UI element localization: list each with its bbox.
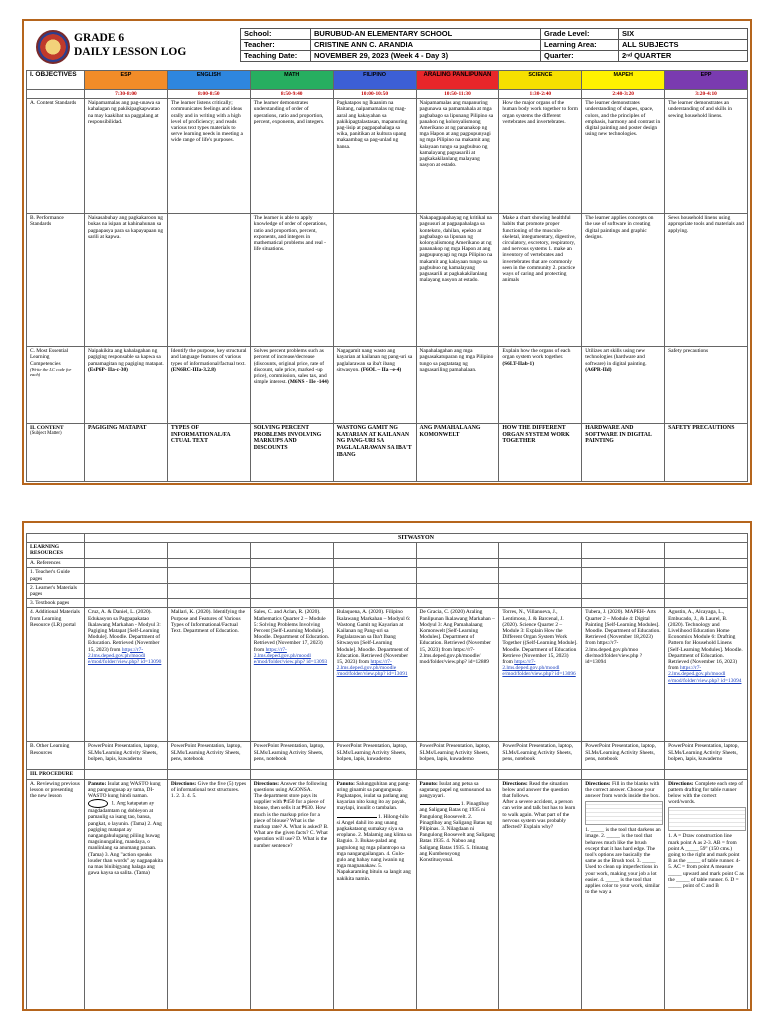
answer-blank xyxy=(337,812,377,818)
header-info-table xyxy=(240,28,748,62)
content-cell: WASTONG GAMIT NG KAYARIAN AT KAILANAN NG PANG-URI SA PAGLALARAWAN SA IBA'T IBANG xyxy=(333,424,416,482)
subject-epp: EPP xyxy=(665,71,748,90)
quarter-value: 2ⁿᵈ QUARTER xyxy=(619,51,748,62)
reference-cell xyxy=(582,608,665,742)
objectives-table xyxy=(26,70,748,482)
answer-blank xyxy=(420,799,460,805)
textbook-row xyxy=(27,599,748,608)
reviewing-items: The department store pays its supplier with ₱450 for a piece of blouse, then sells it at ₱630. How much is the markup price for a piece of blouse? What is the markup rate? A. What is asked? B. What are the given facts? C. What operation will use? D. What is the number sentence? xyxy=(253,793,329,849)
mlc-cell xyxy=(85,347,168,424)
references-row xyxy=(27,559,748,568)
reference-cell xyxy=(665,608,748,742)
mlc-code: (F6OL – IIa –e-4) xyxy=(360,366,402,373)
content-standards-label: A. Content Standards xyxy=(27,99,85,214)
reviewing-head: Directions: xyxy=(585,780,611,787)
content-standards-row xyxy=(27,99,748,214)
subject-science: SCIENCE xyxy=(499,71,582,90)
reviewing-head: Panuto: xyxy=(88,780,107,787)
reviewing-instructions: Give the five (5) types of informational text structures. xyxy=(170,780,247,793)
date-label: Teaching Date: xyxy=(241,51,311,62)
grade-level-value: SIX xyxy=(619,29,748,40)
learning-resources-label: LEARNING RESOURCES xyxy=(27,543,85,559)
time-english: 8:00-8:50 xyxy=(167,90,250,99)
mlc-cell xyxy=(582,347,665,424)
mlc-text: Napahalagahan ang mga pagsasakatuparan ng mga Pilipino tungo sa pagtatatag ng nagsasariling pamahalaan. xyxy=(419,348,494,373)
reviewing-head: Directions: xyxy=(253,780,280,787)
mlc-text: Safety precautions xyxy=(668,348,709,355)
references-label: A. References xyxy=(27,559,85,568)
mlc-cell xyxy=(665,347,748,424)
subject-english: ENGLISH xyxy=(167,71,250,90)
reviewing-instructions: Answer the following questions using AGONSA. xyxy=(253,780,328,793)
reference-cell xyxy=(416,608,499,742)
cs-cell: The learner listens critically; communicates feelings and ideas orally and in writing with a high level of proficiency; and reads various text types materials to serve learning needs in meeting a wide range of life's purposes. xyxy=(167,99,250,214)
cs-cell: The learner demonstrates an understanding of and skills in sewing household linens. xyxy=(665,99,748,214)
performance-standards-row xyxy=(27,214,748,347)
time-row xyxy=(27,90,748,99)
reviewing-head: Panuto: xyxy=(336,780,355,787)
teachers-guide-label: 1. Teacher's Guide pages xyxy=(27,568,85,583)
reviewing-items: 1. Ang katapatan ay magdadamtam ng dobleyon at pamaulig sa isang tao, bansa, pangkat, o layunin. (Tama) 2. Ang pagiging matapat ay nangangahulugang piliing huwag magsinungaling, mandaya, o manlinlang sa anumang paraan. (Tama) 3. Ang "action speaks louder than words" ay nagpapakita na mas binibigyang halaga ang gawa kaysa sa salita. (Tama) xyxy=(88,800,163,877)
mlc-code: (EsP6P- IIa-c-30) xyxy=(88,366,128,373)
teacher-label: Teacher: xyxy=(241,40,311,51)
pattern-table-image xyxy=(668,807,746,831)
subject-header-row xyxy=(27,71,748,90)
objectives-label: I. OBJECTIVES xyxy=(27,71,85,90)
date-value: NOVEMBER 29, 2023 (Week 4 - Day 3) xyxy=(311,51,541,62)
mlc-text: Utilizes art skills using new technologies (hardware and software) in digital painting. xyxy=(585,348,647,367)
content-cell: SOLVING PERCENT PROBLEMS INVOLVING MARKUPS AND DISCOUNTS xyxy=(250,424,333,482)
other-resource-cell: PowerPoint Presentation, laptop, SLMs/Learning Activity Sheets, bolpen, lapis, kuwaderno xyxy=(333,742,416,770)
content-cell: TYPES OF INFORMATIONAL/FA CTUAL TEXT xyxy=(167,424,250,482)
learners-materials-row xyxy=(27,583,748,598)
other-resource-cell: PowerPoint Presentation, laptop, SLMs/Learning Activity Sheets, bolpen, lapis, kuwaderno xyxy=(416,742,499,770)
reviewing-cell xyxy=(250,779,333,1009)
reference-link[interactable]: https://r7-2.lms.deped.gov.ph/moodl e/mod/folder/view.php? id=13090 xyxy=(88,646,162,666)
reviewing-items: 1. Hilong-hilo si Angel dahil ito ang unang pagkakataong sumakay siya sa eroplano. 2. Malamig ang klima sa Baguio. 3. Bukas-palad ang pagtulong ng mga pilantropo sa mga nangangailangan. 4. Gulo-gulo ang bahay nang iwanin ng mga magnanakaw. 5. Napakaraming bituin sa langit ang nakikita namin. xyxy=(336,813,412,882)
procedure-row xyxy=(27,770,748,779)
content-cell: PAGIGING MATAPAT xyxy=(85,424,168,482)
reviewing-head: Directions: xyxy=(502,780,528,787)
competencies-note: (Write the LC code for each) xyxy=(30,366,72,377)
ps-cell: The learner is able to apply knowledge of order of operations, ratio and proportion, percent, exponents, and integers in mathematical problems and real -life situations. xyxy=(250,214,333,347)
reference-cell xyxy=(167,608,250,742)
reviewing-instructions: Isulat ang WASTO kung ang pangungusap ay tama, DI-WASTO kung hindi naman. xyxy=(88,780,161,800)
mlc-cell xyxy=(250,347,333,424)
reference-cell xyxy=(499,608,582,742)
other-resource-cell: PowerPoint Presentation, laptop, SLMs/Learning Activity Sheets, pens, notebook xyxy=(499,742,582,770)
school-value: BURUBUD-AN ELEMENTARY SCHOOL xyxy=(311,29,541,40)
area-label: Learning Area: xyxy=(541,40,619,51)
reference-cell xyxy=(250,608,333,742)
reviewing-head: Directions: xyxy=(668,780,694,787)
reviewing-head: Panuto: xyxy=(419,780,438,787)
content-cell: HARDWARE AND SOFTWARE IN DIGITAL PAINTING xyxy=(582,424,665,482)
reviewing-items: After a severe accident, a person can write and talk but has to learn to walk again. What part of the nervous system was probably affected? Explain why? xyxy=(502,799,576,831)
time-science: 1:30-2:40 xyxy=(499,90,582,99)
content-cell: SAFETY PRECAUTIONS xyxy=(665,424,748,482)
answer-oval-icon xyxy=(88,799,108,808)
reviewing-cell xyxy=(499,779,582,1009)
performance-standards-label: B. Performance Standards xyxy=(27,214,85,347)
cs-cell: Naipamamalas ang mapanuring pagunawa sa pamamahala at mga pagbabago sa lipunang Pilipino sa panahon ng kolonyalismong Amerikano at ng pananakop ng mga Hapon at ang pagpupunyagi ng mga Pilipino na makamit ang kalayaan tungo sa pagbubuo ng kamalayang pagsasarili at pagkakakilanlang malayang nasyon at estado. xyxy=(416,99,499,214)
lesson-log-page-1 xyxy=(22,19,752,485)
log-title-block xyxy=(74,31,186,59)
mlc-text: Nagagamit nang wasto ang kayarian at kailanan ng pang-uri sa paglalarawan sa iba't ibang sitwasyon. xyxy=(336,348,413,373)
time-esp: 7:30-8:00 xyxy=(85,90,168,99)
reviewing-head: Directions: xyxy=(170,780,197,787)
header xyxy=(24,21,750,69)
mlc-code: (EN6RC-IIIa-3.2.8) xyxy=(170,366,216,373)
reference-link[interactable]: https://r7-2.lms.deped.gov.ph/moodl e/mod/folder/view.php? id=13096 xyxy=(502,659,576,678)
reference-text: Agustin, A., Alcayaga, L., Embucado, J., & Laurel, B. (2020). Technology and Livelihood Education Home Economics Module 6: Drafting Pattern for Household Linens [Self-Learning Modules]. Moodle. Department of Education. Retrieved (November 16, 2023) from xyxy=(668,609,743,672)
time-mapeh: 2:40-3:20 xyxy=(582,90,665,99)
other-resource-cell: PowerPoint Presentation, laptop, SLMs/Learning Activity Sheets, pens, notebook xyxy=(167,742,250,770)
additional-materials-label: 4. Additional Materials from Learning Resource (LR) portal xyxy=(27,608,85,742)
mlc-cell xyxy=(167,347,250,424)
mlc-text: Solves percent problems such as percent of increase/decrease (discounts, original price, rate of discount, sale price, marked -up price), commission, sales tax, and simple interest. xyxy=(253,348,327,386)
area-value: ALL SUBJECTS xyxy=(619,40,748,51)
log-title: DAILY LESSON LOG xyxy=(74,46,187,58)
reference-text: Torres, N., Villanueva, J., Lentimoso, J. & Barcenal, J. (2020). Science Quarter 2 – Module 3: Explain How the Different Organ System Work Together ((Self-Learning Module]. Moodle. Department of Education Retrieve (November 15, 2023) from xyxy=(502,609,578,666)
teacher-value: CRISTINE ANN C. ARANDIA xyxy=(311,40,541,51)
cs-cell: Naipamamalas ang pag-unawa sa kahalagan ng pakikipagkapwatao na may kaakibat na paggalang at responsibilidad. xyxy=(85,99,168,214)
ps-cell: Nakapagpapahayag ng kritikal na pagsusuri at pagpapahalaga sa konteksto, dahilan, epekto at pagbabago sa lipunan ng kolonyalismong Amerikano at ng pananakop ng mga Hapon at ang pagpupunyagi ng mga Pilipino na makamit ang kalayaan tungo sa pagbubuo ng kamalayang pagsasarili at pagkakakilanlang malayang nasyon at estado. xyxy=(416,214,499,347)
reviewing-items: 1. 2. 3. 4. 5. xyxy=(170,793,197,800)
other-resource-cell: PowerPoint Presentation, laptop, SLMs/Learning Activity Sheets, bolpen, lapis, kuwaderno xyxy=(665,742,748,770)
subject-mapeh: MAPEH xyxy=(582,71,665,90)
learners-materials-label: 2. Learner's Materials pages xyxy=(27,583,85,598)
ps-cell: Naisasabuhay ang pagkakaroon ng bukas na isipan at kahinahunan sa pagpapasya para sa kapayapaan ng sarili at kapwa. xyxy=(85,214,168,347)
reference-link[interactable]: https://r7-2.lms.deped.gov.ph/moodl e/mod/folder/view.php? id=13093 xyxy=(253,646,328,666)
content-cell: HOW THE DIFFERENT ORGAN SYSTEM WORK TOGETHER xyxy=(499,424,582,482)
sitwasyon-banner: SITWASYON xyxy=(85,534,748,543)
reference-link[interactable]: https://r7-2.lms.deped.gov.ph/moodl e/mod/folder/view.php? id=13094 xyxy=(668,665,742,684)
subject-math: MATH xyxy=(250,71,333,90)
reference-text: Tubera, J. (2020). MAPEH- Arts Quarter 2 – Module 4: Digital Painting [Self-Learning Modules]. Moodle. Department of Education. Retrieved (November 18,2023) from https://r7-2.lms.deped.gov.ph/moo dle/mod/folder/view.php ?id=13094 xyxy=(585,609,661,666)
additional-materials-row xyxy=(27,608,748,742)
mlc-cell xyxy=(333,347,416,424)
mlc-code: (M6NS - IIe -144) xyxy=(288,379,329,386)
other-resources-row xyxy=(27,742,748,770)
cs-cell: The learner demonstrates understanding of shapes, space, colors, and the principles of emphasis, harmony and contrast in digital painting and poster design using new technologies. xyxy=(582,99,665,214)
reviewing-cell xyxy=(665,779,748,1009)
reviewing-instructions: Isulat ang petsa sa sagutang papel ng sumusunod na pangyayari. xyxy=(419,780,491,800)
content-row xyxy=(27,424,748,482)
content-label: II. CONTENT xyxy=(30,425,64,432)
time-epp: 3:20-4:10 xyxy=(665,90,748,99)
textbook-label: 3. Textbook pages xyxy=(27,599,85,608)
ps-cell: The learner applies concepts on the use of software in creating digital paintings and graphic designs. xyxy=(582,214,665,347)
resources-procedure-table xyxy=(26,533,748,1010)
reviewing-cell xyxy=(85,779,168,1009)
subject-araling: ARALING PANLIPUNAN xyxy=(416,71,499,90)
ps-cell xyxy=(167,214,250,347)
reviewing-instructions: Read the situation below and answer the question that follows. xyxy=(502,780,569,800)
reviewing-instructions: Fill in the blanks with the correct answer. Choose your answer from words inside the box. xyxy=(585,780,660,800)
reference-link[interactable]: https://r7-2.lms.deped.gov.ph/moodle /mod/folder/view.php? id=13091 xyxy=(336,659,408,678)
grade-level-label: Grade Level: xyxy=(541,29,619,40)
competencies-row xyxy=(27,347,748,424)
reference-text: Cruz, A. & Daniel, L. (2020). Edukasyon sa Pagpapakatao Ikalawang Markahan - Modyul 3: Pagiging Matapat [Self-Learning Module]. Moodle. Department of Education. Retrieved (November 15, 2023) from xyxy=(88,609,161,653)
mlc-text: Explain how the organs of each organ system work together. xyxy=(502,348,571,361)
mlc-cell xyxy=(416,347,499,424)
reviewing-cell xyxy=(582,779,665,1009)
banner-row xyxy=(27,534,748,543)
subject-esp: ESP xyxy=(85,71,168,90)
mlc-text: Naipakikita ang kahalagahan ng pagiging responsable sa kapwa sa pamamagitan ng pagiging matapat. xyxy=(88,348,164,367)
mlc-code: (A6PR-IId) xyxy=(585,366,612,373)
learning-resources-row xyxy=(27,543,748,559)
time-araling: 10:50-11:30 xyxy=(416,90,499,99)
other-resources-label: B. Other Learning Resources xyxy=(27,742,85,770)
competencies-label: C. Most Essential Learning Competencies xyxy=(30,348,69,367)
competencies-label-cell xyxy=(27,347,85,424)
reviewing-row xyxy=(27,779,748,1009)
time-math: 8:50-9:40 xyxy=(250,90,333,99)
reviewing-cell xyxy=(167,779,250,1009)
ps-cell: Sews household linens using appropriate tools and materials and applying. xyxy=(665,214,748,347)
reviewing-instructions: Salungguhitan ang pang-uring ginamit sa pangungusap. Pagkatapos, isulat sa patlang ang kayarian nito kung ito ay payak, maylapi, inuulit o tambalan. xyxy=(336,780,411,812)
time-filipino: 10:00-10:50 xyxy=(333,90,416,99)
deped-seal-icon xyxy=(36,30,70,64)
reviewing-cell xyxy=(416,779,499,1009)
reviewing-items: 1. Pinagtibay ang Saligang Batas ng 1935 ni Pangulong Roosevelt. 2. Pinagtibay ang Saligang Batas ng Pilipinas. 3. Nilagdaan ni Pangulong Roosevelt ang Saligang Batas 1935. 4. Nabuo ang Saligang Batas 1935. 5. Itinatag ang Kumbensyong Konstitusyonal. xyxy=(419,801,495,864)
mlc-text: Identify the purpose, key structural and language features of various types of informational/factual text. xyxy=(170,348,247,367)
procedure-label: III. PROCEDURE xyxy=(27,770,85,779)
ps-cell: Make a chart showing healthful habits that promote proper functioning of the musculo-skeletal, integumentary, digestive, circulatory, excretory, respiratory, and nervous systems 1. make an inventory of vertebrates and invertebrates that are commonly seen in the community 2. practice ways of caring and protecting animals xyxy=(499,214,582,347)
content-note: (Subject Matter) xyxy=(30,431,62,437)
lesson-log-page-2 xyxy=(22,521,752,1011)
school-label: School: xyxy=(241,29,311,40)
reviewing-label: A. Reviewing previous lesson or presenting the new lesson xyxy=(27,779,85,1009)
reviewing-items: 1. _____ is the tool that darkens an image. 2. _____ is the tool that behaves much like the brush except that it has hard edge. The tool's options are basically the same as the Brush tool. 3. _____ Used to clean up imperfections in your work, making your job a lot easier. 4. _____ is the tool that applies color to your work, similar to the way a xyxy=(585,827,661,896)
reviewing-cell xyxy=(333,779,416,1009)
grade-title: GRADE 6 xyxy=(74,32,125,44)
cs-cell: Pagkatapos ng Ikaanim na Baitang, naipamamalas ng mag-aaral ang kakayahan sa pakikipagtalastasan, mapanuring pag-iisip at pagpapahalaga sa wika, panitikan at kultura upang makaambag sa pag-unlad ng bansa. xyxy=(333,99,416,214)
reference-text: Bulaquena, A. (2020). Filipino Ikalawang Markahan – Modyul 6: Wastong Gamit ng Kayarian at Kailanan ng Pang-uri sa Paglalarawan sa Iba't Ibang Sitwasyon [Self-Learning Module]. Moodle. Department of Education. Retrieved (November 15, 2023) from xyxy=(336,609,411,666)
reference-cell xyxy=(333,608,416,742)
reference-cell xyxy=(85,608,168,742)
cs-cell: How the major organs of the human body work together to form organ systems the different vertebrates and invertebrates. xyxy=(499,99,582,214)
quarter-label: Quarter: xyxy=(541,51,619,62)
mlc-cell xyxy=(499,347,582,424)
reference-text: De Gracia, C. (2020) Araling Panlipunan Ikalawang Markahan – Modyul 3: Ang Pamahalaang Komonwelt [Self-Learning Modules]. Department of Education. Retrieved (November 15, 2023) from https://r7-2.lms.deped.gov.ph/moodle/ mod/folder/view.php? id=12889 xyxy=(419,609,495,666)
mlc-code: (S6LT-IIab-1) xyxy=(502,360,535,367)
subject-filipino: FILIPINO xyxy=(333,71,416,90)
other-resource-cell: PowerPoint Presentation, laptop, SLMs/Learning Activity Sheets, pens, notebook xyxy=(250,742,333,770)
reviewing-items: 1. A = Draw construction line mark point A as 2-3. AB = from point A _____ 59" (150 cms.) going to the right and mark point B as the _____ of table runner. 4-5. AC = from point A measure _____ upward and mark point C as the _____ of table runner. 6. D = _____ point of C and B xyxy=(668,833,744,890)
word-box-image xyxy=(585,801,663,825)
ps-cell xyxy=(333,214,416,347)
reviewing-instructions: Complete each step of pattern drafting for table runner below with the correct word/words. xyxy=(668,780,743,806)
content-label-cell xyxy=(27,424,85,482)
teachers-guide-row xyxy=(27,568,748,583)
cs-cell: The learner demonstrates understanding of order of operations, ratio and proportion, percent, exponents, and integers. xyxy=(250,99,333,214)
other-resource-cell: PowerPoint Presentation, laptop, SLMs/Learning Activity Sheets, pens, notebook xyxy=(582,742,665,770)
content-cell: ANG PAMAHALAANG KOMONWELT xyxy=(416,424,499,482)
reference-text: Mallari, K. (2020). Identifying the Purpose and Features of Various Types of Informational/Factual Text. Department of Education. xyxy=(170,609,245,635)
other-resource-cell: PowerPoint Presentation, laptop, SLMs/Learning Activity Sheets, bolpen, lapis, kuwaderno xyxy=(85,742,168,770)
reference-text: Sales, C. and Aclan, R. (2020). Mathematics Quarter 2 – Module 5: Solving Problems Involving Percent [Self-Learning Module]. Moodle. Department of Education. Retrieved (November 17, 2023) from xyxy=(253,609,330,653)
